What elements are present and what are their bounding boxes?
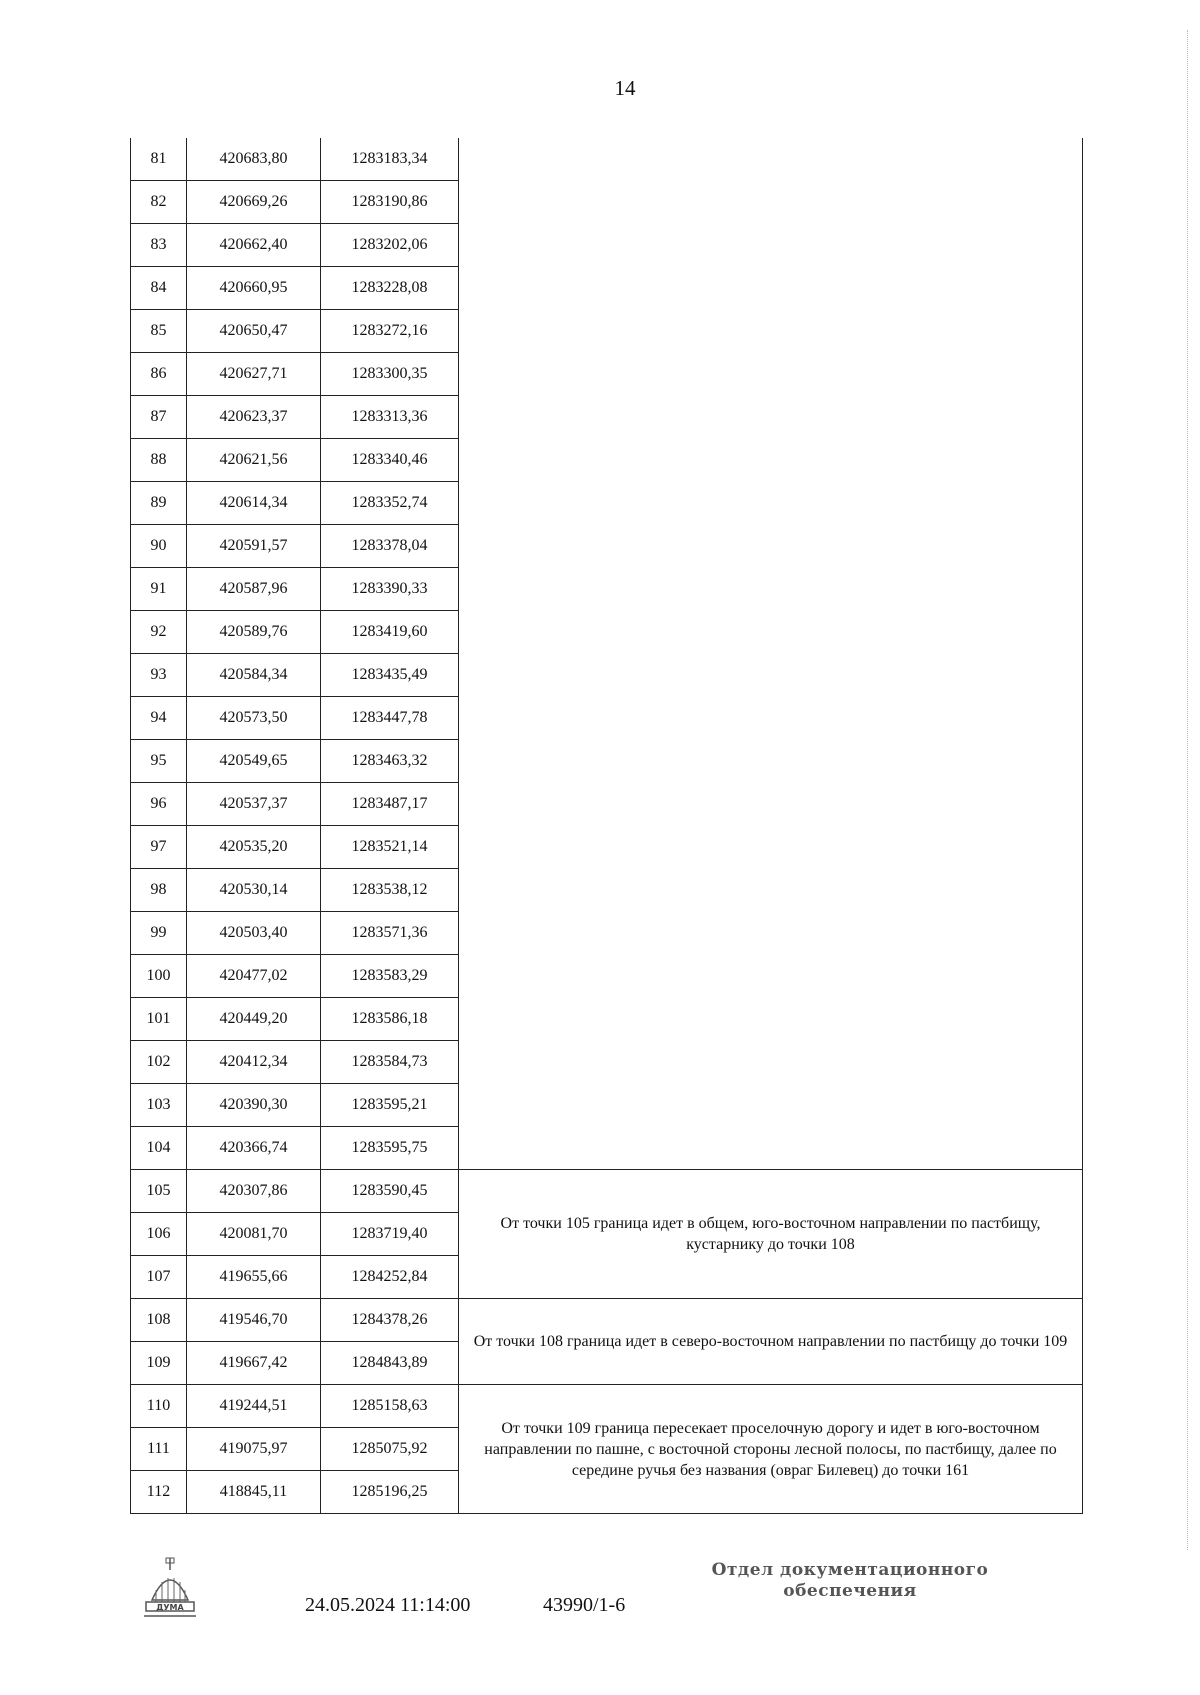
point-number-cell: 112: [131, 1471, 187, 1514]
x-coordinate-cell: 420589,76: [187, 611, 321, 654]
table-row: [131, 138, 1083, 181]
point-number-cell: 90: [131, 525, 187, 568]
scan-margin-mark: [1187, 30, 1190, 1550]
x-coordinate-cell: 420477,02: [187, 955, 321, 998]
x-coordinate-cell: 420660,95: [187, 267, 321, 310]
y-coordinate-cell: 1284378,26: [321, 1299, 459, 1342]
boundary-description-cell: От точки 105 граница идет в общем, юго-восточном направлении по пастбищу, кустарнику до точки 108: [459, 1170, 1083, 1299]
point-number-cell: 100: [131, 955, 187, 998]
point-number-cell: 81: [131, 138, 187, 181]
point-number-cell: 108: [131, 1299, 187, 1342]
footer: [0, 1550, 1200, 1670]
x-coordinate-cell: 419546,70: [187, 1299, 321, 1342]
y-coordinate-cell: 1283521,14: [321, 826, 459, 869]
y-coordinate-cell: 1285158,63: [321, 1385, 459, 1428]
department-stamp: Отдел документационного обеспечения: [711, 1560, 989, 1601]
point-number-cell: 87: [131, 396, 187, 439]
y-coordinate-cell: 1283390,33: [321, 568, 459, 611]
point-number-cell: 104: [131, 1127, 187, 1170]
seal-text: ДУМА: [156, 1603, 184, 1612]
point-number-cell: 106: [131, 1213, 187, 1256]
coordinates-table: [130, 138, 1083, 1514]
point-number-cell: 83: [131, 224, 187, 267]
y-coordinate-cell: 1283202,06: [321, 224, 459, 267]
y-coordinate-cell: 1283571,36: [321, 912, 459, 955]
point-number-cell: 107: [131, 1256, 187, 1299]
point-number-cell: 95: [131, 740, 187, 783]
x-coordinate-cell: 420535,20: [187, 826, 321, 869]
x-coordinate-cell: 420449,20: [187, 998, 321, 1041]
page-number: 14: [614, 76, 636, 100]
point-number-cell: 88: [131, 439, 187, 482]
y-coordinate-cell: 1283586,18: [321, 998, 459, 1041]
y-coordinate-cell: 1283487,17: [321, 783, 459, 826]
x-coordinate-cell: 420591,57: [187, 525, 321, 568]
point-number-cell: 91: [131, 568, 187, 611]
y-coordinate-cell: 1283419,60: [321, 611, 459, 654]
point-number-cell: 86: [131, 353, 187, 396]
x-coordinate-cell: 420584,34: [187, 654, 321, 697]
x-coordinate-cell: 419244,51: [187, 1385, 321, 1428]
y-coordinate-cell: 1283340,46: [321, 439, 459, 482]
y-coordinate-cell: 1283463,32: [321, 740, 459, 783]
point-number-cell: 102: [131, 1041, 187, 1084]
footer-registration-code: 43990/1-6: [543, 1594, 626, 1616]
x-coordinate-cell: 420307,86: [187, 1170, 321, 1213]
y-coordinate-cell: 1283228,08: [321, 267, 459, 310]
y-coordinate-cell: 1283313,36: [321, 396, 459, 439]
y-coordinate-cell: 1285075,92: [321, 1428, 459, 1471]
y-coordinate-cell: 1283272,16: [321, 310, 459, 353]
x-coordinate-cell: 420627,71: [187, 353, 321, 396]
x-coordinate-cell: 420537,37: [187, 783, 321, 826]
y-coordinate-cell: 1283590,45: [321, 1170, 459, 1213]
point-number-cell: 109: [131, 1342, 187, 1385]
y-coordinate-cell: 1284252,84: [321, 1256, 459, 1299]
point-number-cell: 82: [131, 181, 187, 224]
x-coordinate-cell: 420621,56: [187, 439, 321, 482]
point-number-cell: 111: [131, 1428, 187, 1471]
point-number-cell: 92: [131, 611, 187, 654]
x-coordinate-cell: 420549,65: [187, 740, 321, 783]
y-coordinate-cell: 1283183,34: [321, 138, 459, 181]
x-coordinate-cell: 420503,40: [187, 912, 321, 955]
x-coordinate-cell: 420081,70: [187, 1213, 321, 1256]
x-coordinate-cell: 420412,34: [187, 1041, 321, 1084]
y-coordinate-cell: 1283584,73: [321, 1041, 459, 1084]
x-coordinate-cell: 418845,11: [187, 1471, 321, 1514]
description-cell-empty: [459, 138, 1083, 1170]
x-coordinate-cell: 420614,34: [187, 482, 321, 525]
point-number-cell: 99: [131, 912, 187, 955]
x-coordinate-cell: 419075,97: [187, 1428, 321, 1471]
x-coordinate-cell: 419655,66: [187, 1256, 321, 1299]
point-number-cell: 103: [131, 1084, 187, 1127]
point-number-cell: 94: [131, 697, 187, 740]
y-coordinate-cell: 1283378,04: [321, 525, 459, 568]
x-coordinate-cell: 420623,37: [187, 396, 321, 439]
x-coordinate-cell: 420587,96: [187, 568, 321, 611]
point-number-cell: 96: [131, 783, 187, 826]
coordinates-table-container: [130, 138, 1068, 1514]
x-coordinate-cell: 420669,26: [187, 181, 321, 224]
y-coordinate-cell: 1283300,35: [321, 353, 459, 396]
x-coordinate-cell: 420390,30: [187, 1084, 321, 1127]
y-coordinate-cell: 1283719,40: [321, 1213, 459, 1256]
x-coordinate-cell: 420662,40: [187, 224, 321, 267]
point-number-cell: 97: [131, 826, 187, 869]
table-row: [131, 1385, 1083, 1428]
x-coordinate-cell: 420650,47: [187, 310, 321, 353]
duma-building-seal-icon: [140, 1556, 200, 1620]
y-coordinate-cell: 1283447,78: [321, 697, 459, 740]
point-number-cell: 89: [131, 482, 187, 525]
y-coordinate-cell: 1285196,25: [321, 1471, 459, 1514]
point-number-cell: 84: [131, 267, 187, 310]
x-coordinate-cell: 420573,50: [187, 697, 321, 740]
y-coordinate-cell: 1283352,74: [321, 482, 459, 525]
footer-date: 24.05.2024 11:14:00: [305, 1594, 471, 1616]
boundary-description-cell: От точки 108 граница идет в северо-восточном направлении по пастбищу до точки 109: [459, 1299, 1083, 1385]
boundary-description-cell: От точки 109 граница пересекает проселочную дорогу и идет в юго-восточном направлении по пашне, с восточной стороны лесной полосы, по пастбищу, далее по середине ручья без названия (овраг Билевец) до точки 161: [459, 1385, 1083, 1514]
point-number-cell: 98: [131, 869, 187, 912]
y-coordinate-cell: 1284843,89: [321, 1342, 459, 1385]
point-number-cell: 85: [131, 310, 187, 353]
y-coordinate-cell: 1283190,86: [321, 181, 459, 224]
point-number-cell: 101: [131, 998, 187, 1041]
x-coordinate-cell: 419667,42: [187, 1342, 321, 1385]
table-row: [131, 1299, 1083, 1342]
x-coordinate-cell: 420683,80: [187, 138, 321, 181]
y-coordinate-cell: 1283538,12: [321, 869, 459, 912]
coordinates-table-body: [131, 138, 1083, 1514]
y-coordinate-cell: 1283595,75: [321, 1127, 459, 1170]
y-coordinate-cell: 1283583,29: [321, 955, 459, 998]
point-number-cell: 93: [131, 654, 187, 697]
x-coordinate-cell: 420366,74: [187, 1127, 321, 1170]
table-row: [131, 1170, 1083, 1213]
point-number-cell: 110: [131, 1385, 187, 1428]
y-coordinate-cell: 1283435,49: [321, 654, 459, 697]
x-coordinate-cell: 420530,14: [187, 869, 321, 912]
point-number-cell: 105: [131, 1170, 187, 1213]
y-coordinate-cell: 1283595,21: [321, 1084, 459, 1127]
